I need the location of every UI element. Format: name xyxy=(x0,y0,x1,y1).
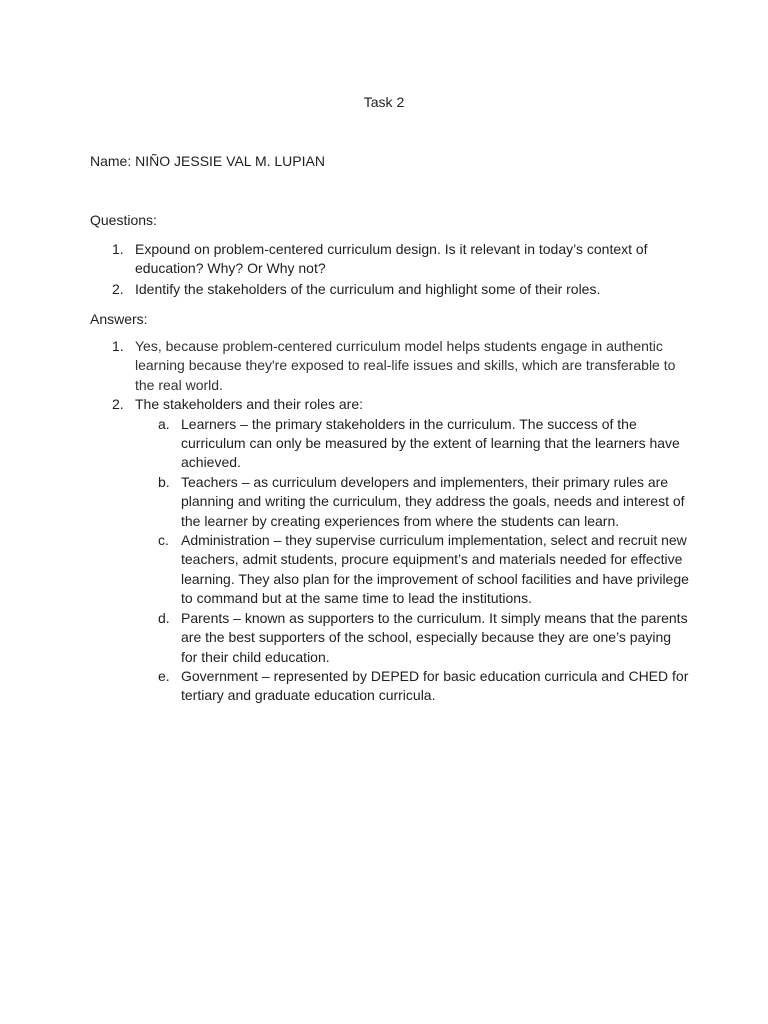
answer-number: 2. xyxy=(112,396,124,413)
stakeholder-letter: d. xyxy=(158,609,170,626)
question-item xyxy=(90,240,690,279)
questions-heading: Questions: xyxy=(90,212,157,228)
stakeholder-item xyxy=(90,609,690,667)
answers-heading: Answers: xyxy=(90,311,148,327)
question-number: 1. xyxy=(112,241,124,257)
stakeholder-letter: a. xyxy=(158,415,170,432)
answers-list xyxy=(90,337,690,706)
answer-number: 1. xyxy=(112,338,124,354)
answer-text: The stakeholders and their roles are: xyxy=(135,396,364,413)
question-text: Expound on problem-centered curriculum design. Is it relevant in today’s context of education? Why? Or Why not? xyxy=(135,241,648,277)
stakeholder-text: Administration – they supervise curriculum implementation, select and recruit new teachers, admit students, procure equipment’s and materials needed for effective learning. They also plan for the improvement of school facilities and have privilege to command but at the same time to lead the institutions. xyxy=(181,532,689,607)
stakeholder-letter: b. xyxy=(158,473,170,490)
answer-item xyxy=(90,337,690,395)
stakeholder-letter: e. xyxy=(158,667,170,684)
stakeholder-text: Teachers – as curriculum developers and implementers, their primary rules are planning and writing the curriculum, they address the goals, needs and interest of the learner by creating experiences from where the students can learn. xyxy=(181,473,685,529)
stakeholder-letter: c. xyxy=(158,532,169,549)
stakeholder-text: Parents – known as supporters to the curriculum. It simply means that the parents are the best supporters of the school, especially because they are one’s paying for their child education. xyxy=(181,609,688,665)
answer-text: Yes, because problem-centered curriculum model helps students engage in authentic learning because they're exposed to real-life issues and skills, which are transferable to the real world. xyxy=(135,338,676,393)
stakeholder-item xyxy=(90,415,690,473)
stakeholder-item xyxy=(90,531,690,609)
page-title: Task 2 xyxy=(363,94,405,110)
question-text: Identify the stakeholders of the curriculum and highlight some of their roles. xyxy=(135,280,601,297)
student-name: Name: NIÑO JESSIE VAL M. LUPIAN xyxy=(90,153,325,169)
stakeholder-item xyxy=(90,667,690,706)
answer-item xyxy=(90,395,690,706)
question-item xyxy=(90,280,690,299)
stakeholder-text: Learners – the primary stakeholders in the curriculum. The success of the curriculum can only be measured by the extent of learning that the learners have achieved. xyxy=(181,415,680,471)
stakeholder-text: Government – represented by DEPED for basic education curricula and CHED for tertiary and graduate education curricula. xyxy=(181,667,689,704)
stakeholder-item xyxy=(90,473,690,531)
question-number: 2. xyxy=(112,280,124,297)
stakeholders-list xyxy=(135,415,690,706)
questions-list xyxy=(90,240,690,299)
